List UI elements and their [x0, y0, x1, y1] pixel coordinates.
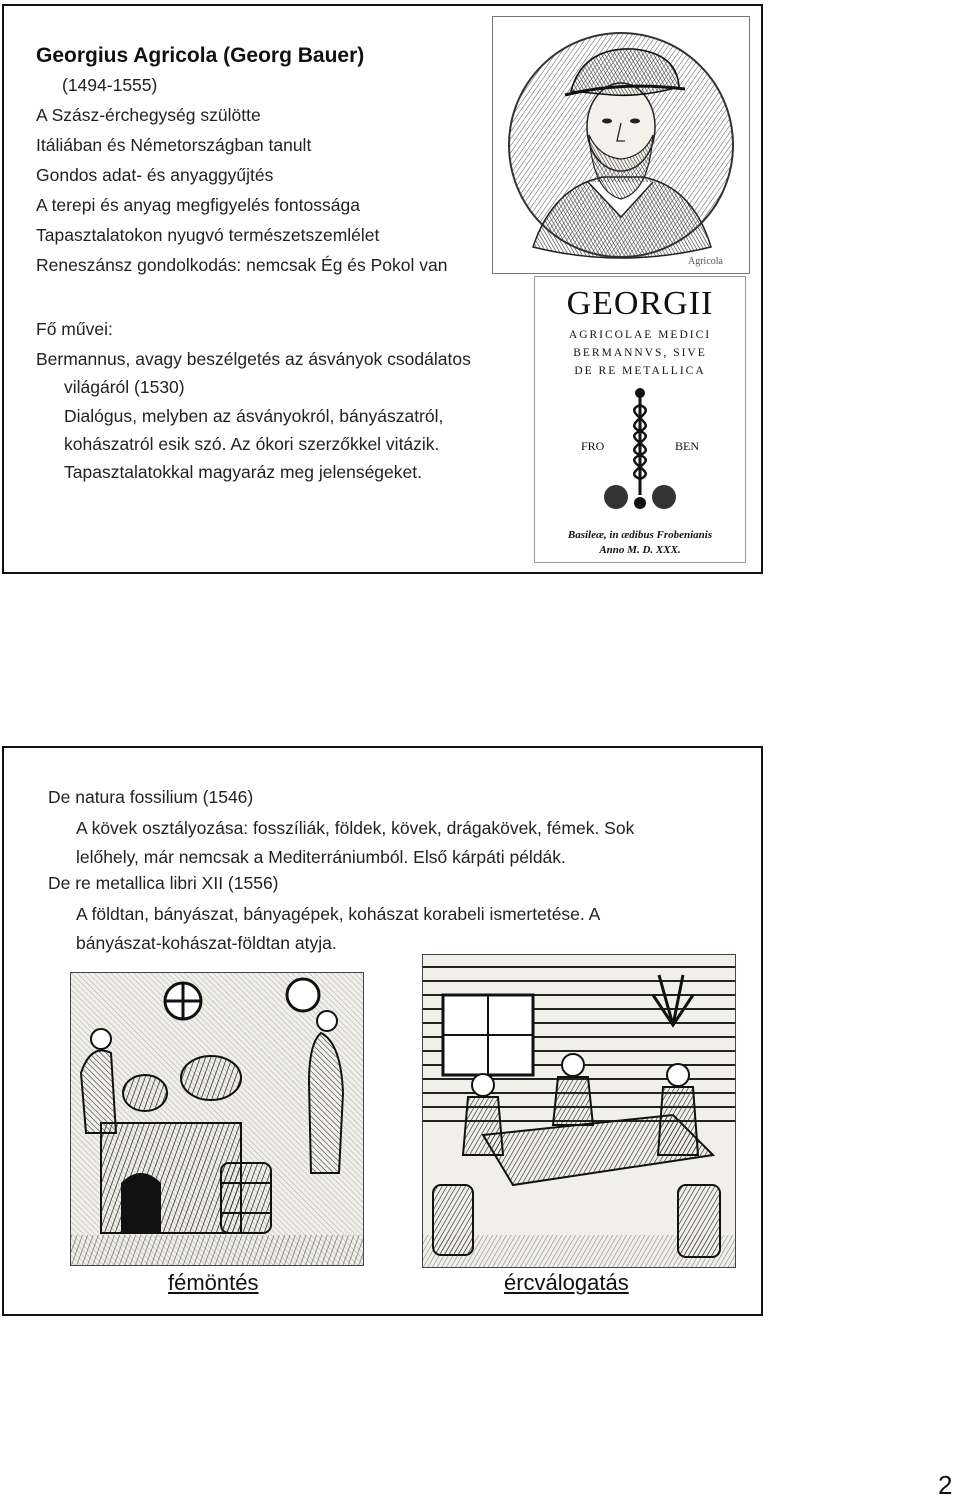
bio-line: Tapasztalatokon nyugvó természetszemlélet: [36, 225, 380, 245]
imprint-line: Basileæ, in ædibus Frobenianis: [567, 529, 713, 541]
title-page-line: BERMANNVS, SIVE: [573, 347, 707, 359]
bio-line: A Szász-érchegység szülötte: [36, 105, 261, 125]
portrait-image: [492, 16, 750, 274]
sorting-woodcut: [423, 955, 735, 1267]
bio-line: (1494-1555): [62, 75, 158, 95]
works-item: világáról (1530): [64, 377, 185, 397]
title-page-line: DE RE METALLICA: [574, 365, 706, 377]
works-desc-line: Tapasztalatokkal magyaráz meg jelenségeket.: [64, 462, 422, 482]
casting-woodcut: [71, 973, 363, 1265]
slide-2: [2, 746, 763, 1316]
portrait-caption: Agricola: [688, 256, 723, 267]
title-page-line: AGRICOLAE MEDICI: [568, 329, 712, 341]
works-desc-line: Dialógus, melyben az ásványokról, bányászatról,: [64, 406, 444, 426]
works-desc-line: kohászatról esik szó. Az ókori szerzőkkel vitázik.: [64, 434, 440, 454]
caption-ore-sorting: ércválogatás: [504, 1270, 629, 1295]
works-item: Bermannus, avagy beszélgetés az ásványok csodálatos: [36, 349, 471, 369]
title-page-image: [534, 276, 746, 563]
woodcut-ore-sorting-image: [422, 954, 736, 1268]
slide-title: Georgius Agricola (Georg Bauer): [36, 44, 365, 67]
caption-metal-casting: fémöntés: [168, 1270, 259, 1295]
bio-line: Reneszánsz gondolkodás: nemcsak Ég és Pokol van: [36, 255, 448, 275]
work-description: A kövek osztályozása: fosszíliák, földek, kövek, drágakövek, fémek. Sok lelőhely, már nemcsak a Mediterrániumból. Első kárpáti példák.: [76, 818, 635, 867]
printer-mark-right: BEN: [675, 439, 699, 453]
imprint-line: Anno M. D. XXX.: [599, 544, 681, 556]
bio-line: Itáliában és Németországban tanult: [36, 135, 312, 155]
portrait-engraving: [493, 17, 749, 273]
page-number: 2: [938, 1470, 953, 1500]
bio-line: A terepi és anyag megfigyelés fontossága: [36, 195, 360, 215]
work-title: De natura fossilium (1546): [48, 787, 254, 807]
title-page-line: GEORGII: [566, 285, 714, 322]
work-title: De re metallica libri XII (1556): [48, 873, 279, 893]
bio-line: Gondos adat- és anyaggyűjtés: [36, 165, 274, 185]
woodcut-metal-casting-image: [70, 972, 364, 1266]
work-description: A földtan, bányászat, bányagépek, kohászat korabeli ismertetése. A bányászat-kohászat-földtan atyja.: [76, 904, 600, 953]
printer-mark-left: FRO: [581, 439, 605, 453]
slide-1: [2, 4, 763, 574]
works-heading: Fő művei:: [36, 319, 113, 339]
